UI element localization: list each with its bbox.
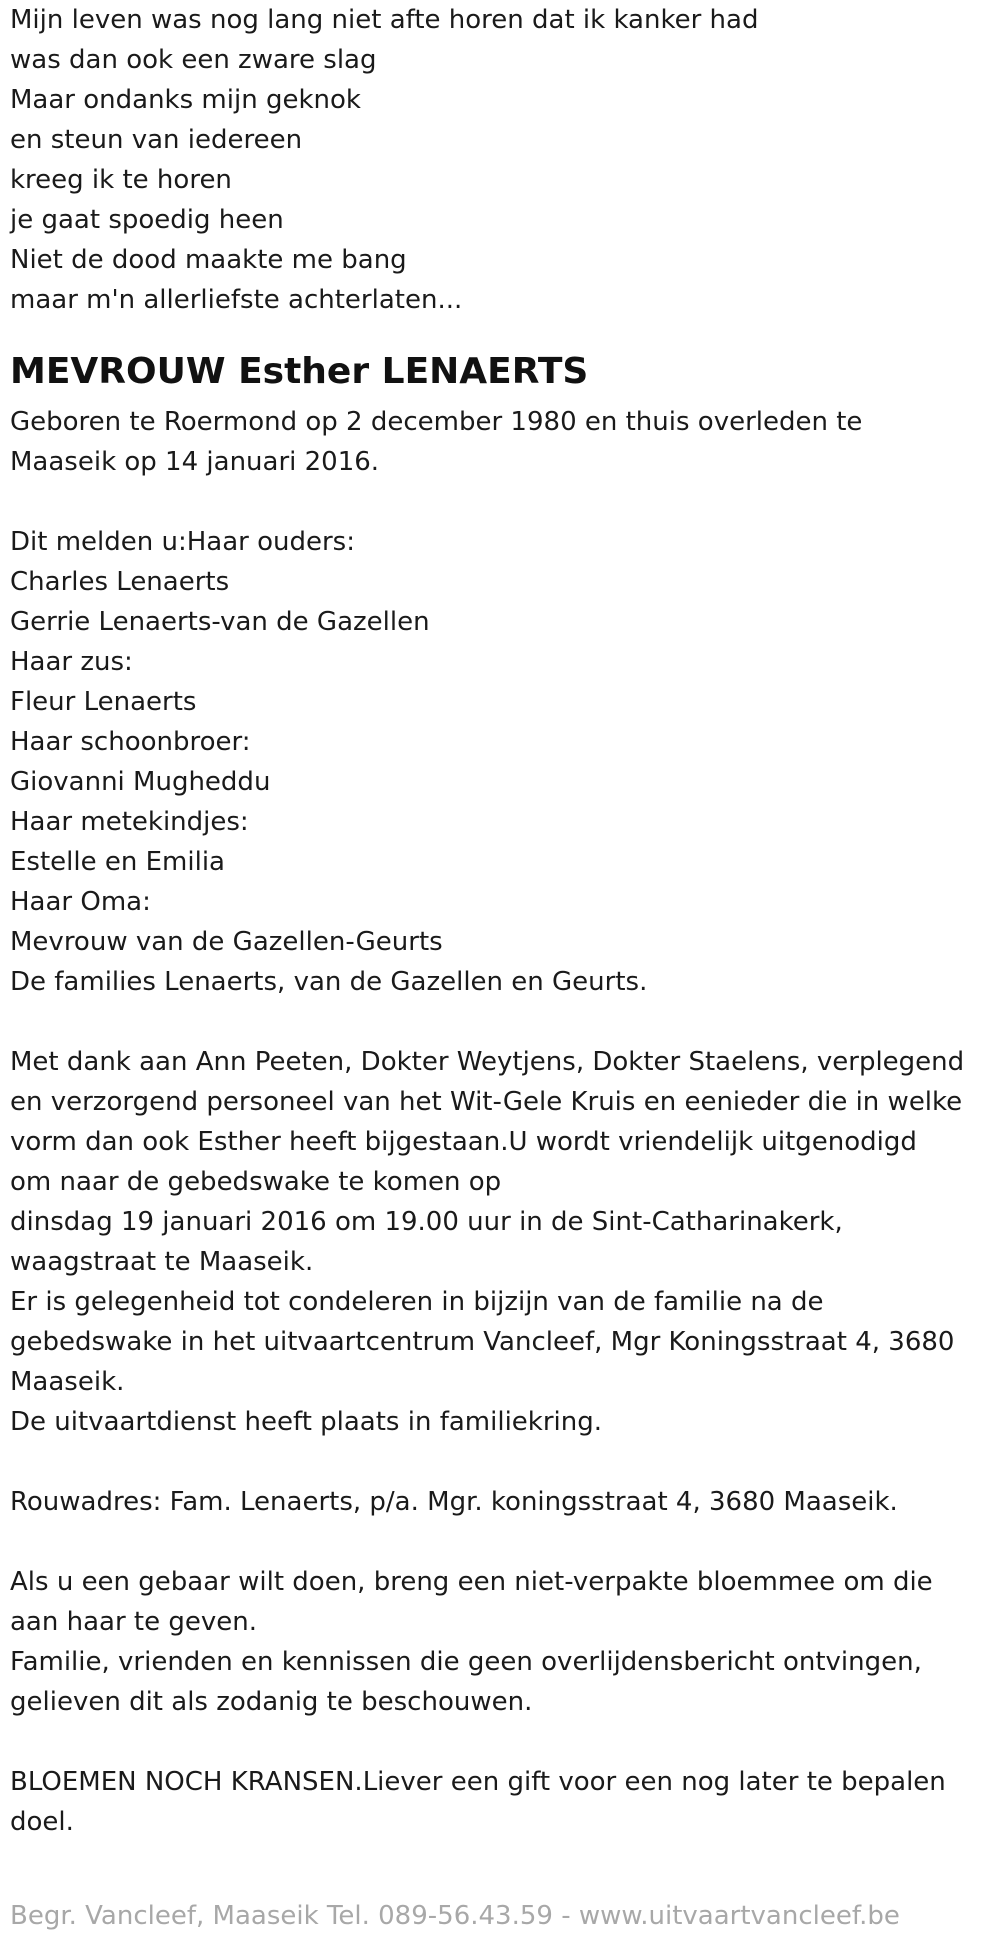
deceased-name: MEVROUW Esther LENAERTS [10,351,589,392]
family-line: Dit melden u:Haar ouders: [10,527,355,557]
poem-line: Niet de dood maakte me bang [10,245,407,275]
text-line: dinsdag 19 januari 2016 om 19.00 uur in de Sint-Catharinakerk, [10,1207,843,1237]
text-line: aan haar te geven. [10,1607,257,1637]
gesture-info [10,1562,995,1722]
text-line: Maaseik op 14 januari 2016. [10,447,380,477]
obituary-document [10,0,995,1842]
poem [10,0,995,320]
family-line: Fleur Lenaerts [10,687,197,717]
family-line: Haar metekindjes: [10,807,249,837]
thanks-and-service-info [10,1042,995,1442]
poem-line: was dan ook een zware slag [10,45,377,75]
poem-line: Maar ondanks mijn geknok [10,85,361,115]
text-line: gebedswake in het uitvaartcentrum Vancleef, Mgr Koningsstraat 4, 3680 [10,1327,955,1357]
text-line: en verzorgend personeel van het Wit-Gele Kruis en eenieder die in welke [10,1087,963,1117]
family-line: Charles Lenaerts [10,567,230,597]
text-line: Met dank aan Ann Peeten, Dokter Weytjens, Dokter Staelens, verplegend [10,1047,965,1077]
poem-line: je gaat spoedig heen [10,205,284,235]
spacer [10,1522,995,1562]
family-line: Mevrouw van de Gazellen-Geurts [10,927,443,957]
family-line: Giovanni Mugheddu [10,767,271,797]
birth-death-info [10,402,995,482]
family-line: Haar Oma: [10,887,151,917]
text-line: gelieven dit als zodanig te beschouwen. [10,1687,533,1717]
text-line: Geboren te Roermond op 2 december 1980 en thuis overleden te [10,407,863,437]
text-line: BLOEMEN NOCH KRANSEN.Liever een gift voor een nog later te bepalen [10,1767,946,1797]
spacer [10,320,995,346]
family-line: Haar zus: [10,647,133,677]
text-line: doel. [10,1807,74,1837]
poem-line: kreeg ik te horen [10,165,232,195]
text-line: om naar de gebedswake te komen op [10,1167,502,1197]
family-line: Haar schoonbroer: [10,727,251,757]
family-list [10,522,995,1002]
poem-line: en steun van iedereen [10,125,303,155]
mourning-address: Rouwadres: Fam. Lenaerts, p/a. Mgr. koningsstraat 4, 3680 Maaseik. [10,1487,898,1517]
family-line: Gerrie Lenaerts-van de Gazellen [10,607,430,637]
poem-line: Mijn leven was nog lang niet afte horen dat ik kanker had [10,5,759,35]
poem-line: maar m'n allerliefste achterlaten... [10,285,463,315]
family-line: De families Lenaerts, van de Gazellen en Geurts. [10,967,648,997]
funeral-home-footer: Begr. Vancleef, Maaseik Tel. 089-56.43.59 - www.uitvaartvancleef.be [10,1901,900,1931]
text-line: waagstraat te Maaseik. [10,1247,314,1277]
text-line: Er is gelegenheid tot condeleren in bijzijn van de familie na de [10,1287,824,1317]
family-line: Estelle en Emilia [10,847,225,877]
spacer [10,482,995,522]
text-line: Familie, vrienden en kennissen die geen overlijdensbericht ontvingen, [10,1647,922,1677]
text-line: De uitvaartdienst heeft plaats in familiekring. [10,1407,603,1437]
flowers-notice [10,1762,995,1842]
text-line: vorm dan ook Esther heeft bijgestaan.U wordt vriendelijk uitgenodigd [10,1127,917,1157]
text-line: Maaseik. [10,1367,125,1397]
spacer [10,1442,995,1482]
spacer [10,1722,995,1762]
spacer [10,1002,995,1042]
text-line: Als u een gebaar wilt doen, breng een niet-verpakte bloemmee om die [10,1567,933,1597]
